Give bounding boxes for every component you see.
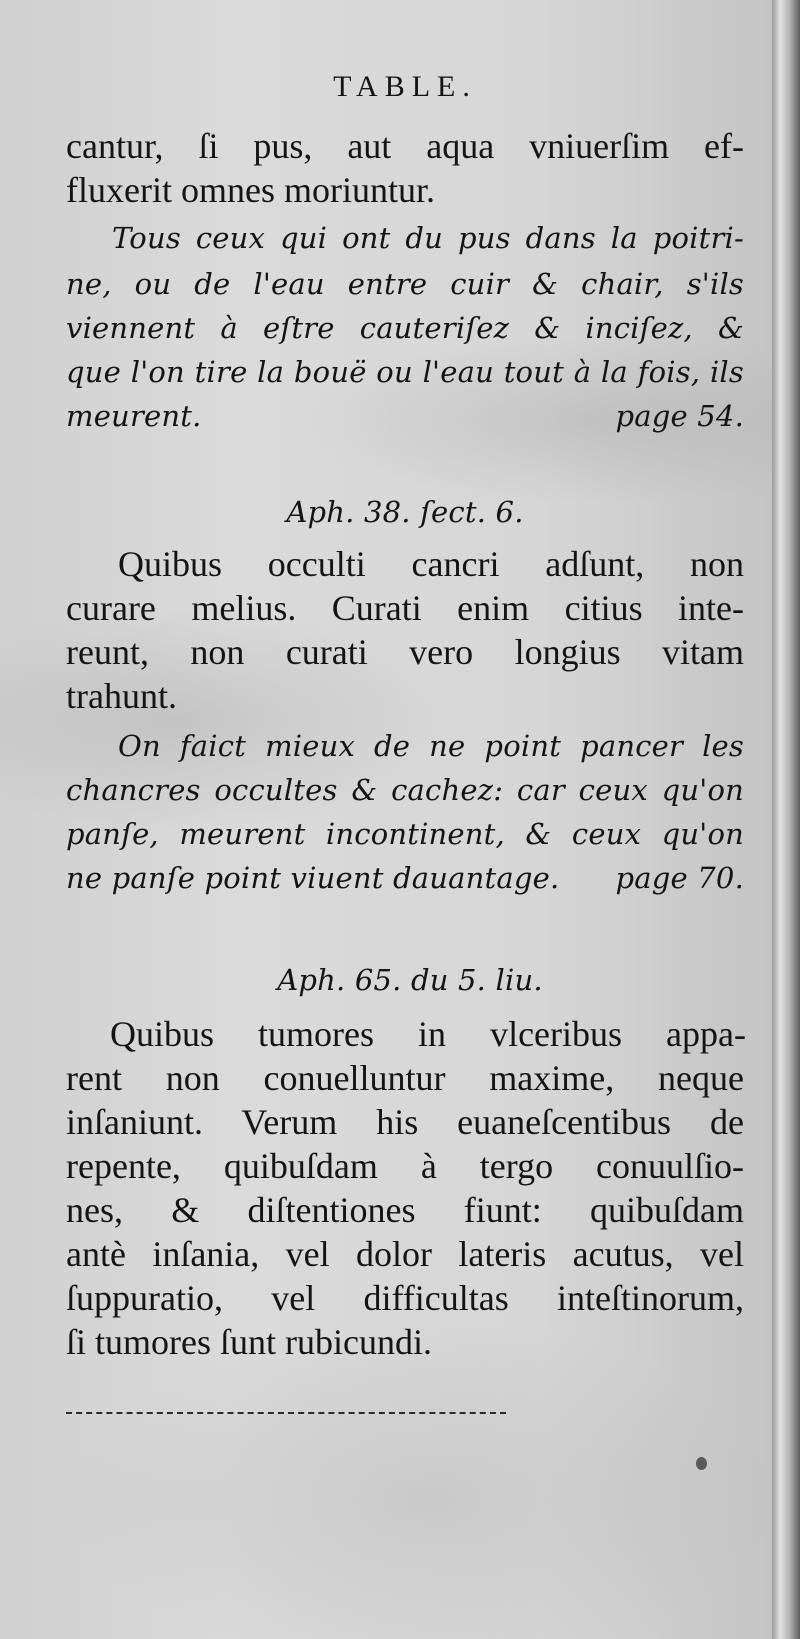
latin-line-1: Quibus occulti cancri adſunt, non [118, 544, 744, 584]
latin-line-1: Quibus tumores in vlceribus appa- [110, 1014, 746, 1054]
latin-line-7: ſuppuratio, vel difficultas inteſtinorum, [66, 1278, 744, 1318]
french-text-end: ne panſe point viuent dauantage. [66, 861, 560, 895]
paper-speck [696, 1457, 707, 1470]
latin-line-3: inſaniunt. Verum his euaneſcentibus de [66, 1102, 744, 1142]
french-line-3: panſe, meurent incontinent, & ceux qu'on [66, 817, 744, 851]
latin-line-2: rent non conuelluntur maxime, neque [66, 1058, 744, 1098]
french-line-1: On faict mieux de ne point pancer les [118, 729, 744, 763]
running-header: TABLE. [333, 70, 477, 103]
french-line-4 [66, 861, 744, 895]
page-reference: page 70. [615, 861, 744, 895]
page-reference: page 54. [615, 399, 744, 433]
latin-line-4: repente, quibuſdam à tergo conuulſio- [66, 1146, 744, 1186]
latin-line-1: cantur, ſi pus, aut aqua vniuerſim ef- [66, 126, 744, 166]
french-text-end: meurent. [66, 399, 202, 433]
latin-line-5: nes, & diſtentiones fiunt: quibuſdam [66, 1190, 744, 1230]
latin-line-4: trahunt. [66, 676, 177, 716]
aphorism-heading: Aph. 38. ſect. 6. [286, 495, 524, 529]
french-line-2: chancres occultes & cachez: car ceux qu'on [66, 773, 744, 807]
latin-line-2: curare melius. Curati enim citius inte- [66, 588, 744, 628]
latin-line-2: fluxerit omnes moriuntur. [66, 170, 435, 210]
french-line-2: ne, ou de l'eau entre cuir & chair, s'ils [66, 267, 744, 301]
latin-line-8: ſi tumores ſunt rubicundi. [66, 1322, 432, 1362]
latin-line-6: antè inſania, vel dolor lateris acutus, vel [66, 1234, 744, 1274]
french-line-1: Tous ceux qui ont du pus dans la poitri- [112, 221, 744, 255]
french-line-4: que l'on tire la bouë ou l'eau tout à la fois, ils [66, 355, 744, 389]
french-line-5 [66, 399, 744, 433]
aphorism-heading: Aph. 65. du 5. liu. [277, 963, 543, 997]
latin-line-3: reunt, non curati vero longius vitam [66, 632, 744, 672]
page-edge [772, 0, 800, 1639]
french-line-3: viennent à eſtre cauteriſez & inciſez, & [66, 311, 744, 345]
end-rule [66, 1412, 506, 1414]
